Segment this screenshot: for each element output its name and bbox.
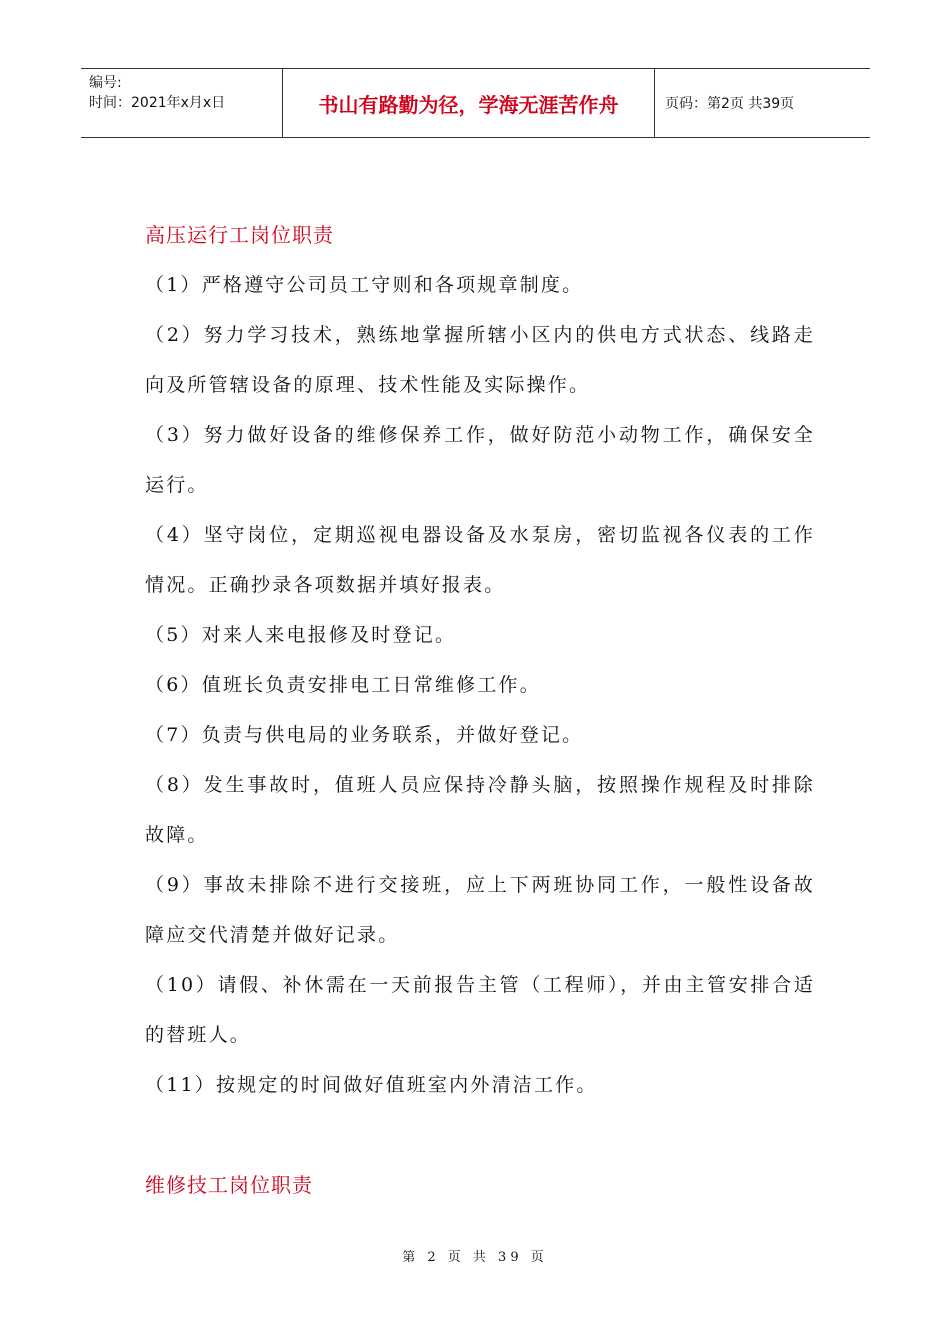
number-label: 编号: (89, 75, 122, 91)
duty-item: （2）努力学习技术，熟练地掌握所辖小区内的供电方式状态、线路走向及所管辖设备的原理、技术性能及实际操作。 (145, 324, 815, 396)
section-title-2: 维修技工岗位职责 (145, 1173, 313, 1197)
duty-item: （5）对来人来电报修及时登记。 (145, 624, 457, 646)
duty-item: （7）负责与供电局的业务联系，并做好登记。 (145, 724, 584, 746)
page-header (81, 68, 870, 138)
header-motto: 书山有路勤为径，学海无涯苦作舟 (283, 69, 655, 137)
header-meta (81, 69, 283, 137)
document-body (145, 210, 815, 1210)
page-footer: 第 2 页 共 39 页 (402, 1250, 548, 1265)
duty-item: （9）事故未排除不进行交接班，应上下两班协同工作，一般性设备故障应交代清楚并做好记录。 (145, 874, 815, 946)
section-title: 高压运行工岗位职责 (145, 223, 334, 247)
duty-item: （1）严格遵守公司员工守则和各项规章制度。 (145, 274, 584, 296)
header-page-info: 页码：第2页 共39页 (665, 96, 795, 112)
duty-item: （6）值班长负责安排电工日常维修工作。 (145, 674, 541, 696)
duty-item: （4）坚守岗位，定期巡视电器设备及水泵房，密切监视各仪表的工作情况。正确抄录各项数据并填好报表。 (145, 524, 815, 596)
duty-item: （11）按规定的时间做好值班室内外清洁工作。 (145, 1074, 598, 1096)
section-gap (145, 1110, 815, 1160)
duty-item: （3）努力做好设备的维修保养工作，做好防范小动物工作，确保安全运行。 (145, 424, 815, 496)
duty-item: （10）请假、补休需在一天前报告主管（工程师），并由主管安排合适的替班人。 (145, 974, 815, 1046)
duty-item: （8）发生事故时，值班人员应保持冷静头脑，按照操作规程及时排除故障。 (145, 774, 815, 846)
time-label: 时间：2021年x月x日 (89, 95, 226, 111)
